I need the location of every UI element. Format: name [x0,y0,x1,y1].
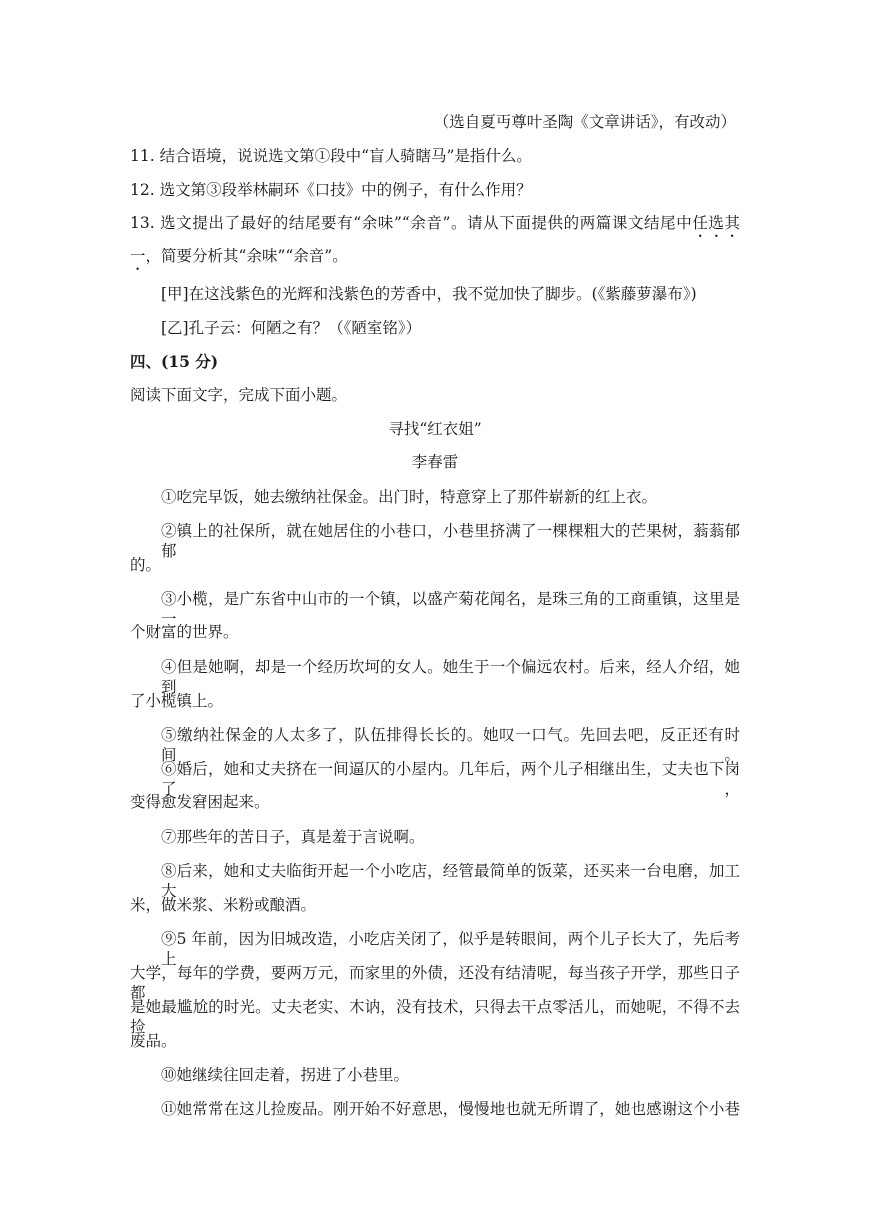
paragraph-6-line-1: ⑥婚后，她和丈夫挤在一间逼仄的小屋内。几年后，两个儿子相继出生，丈夫也下岗了， [161,760,740,798]
paragraph-9-line-4: 废品。 [130,1032,177,1050]
paragraph-9-line-1: ⑨5 年前，因为旧城改造，小吃店关闭了，似乎是转眼间，两个儿子长大了，先后考上 [161,930,740,968]
paragraph-4-line-2: 了小榄镇上。 [130,692,224,710]
paragraph-4-line-1: ④但是她啊，却是一个经历坎坷的女人。她生于一个偏远农村。后来，经人介绍，她到 [161,658,740,696]
paragraph-11: ⑪她常常在这儿捡废品。刚开始不好意思，慢慢地也就无所谓了，她也感谢这个小巷 [161,1100,740,1118]
emphasis-dotted-text: 一 [130,247,146,265]
source-attribution: （选自夏丏尊叶圣陶《文章讲话》，有改动） [433,113,736,131]
question-13-line-2 [130,246,348,274]
article-author: 李春雷 [411,453,459,471]
paragraph-3-line-2: 个财富的世界。 [130,623,239,641]
reading-instruction: 阅读下面文字，完成下面小题。 [130,386,348,404]
paragraph-2-line-2: 的。 [130,556,162,574]
emphasis-dotted-text: 任选其 [692,214,740,232]
paragraph-2-line-1: ②镇上的社保所，就在她居住的小巷口，小巷里挤满了一棵棵粗大的芒果树，蓊蓊郁郁 [161,522,740,560]
option-jia: [甲]在这浅紫色的光辉和浅紫色的芳香中，我不觉加快了脚步。(《紫藤萝瀑布》) [161,285,697,303]
paragraph-8-line-1: ⑧后来，她和丈夫临街开起一个小吃店，经管最简单的饭菜，还买来一台电磨，加工大 [161,862,740,900]
question-13-line-1 [130,213,740,241]
question-13-text: 13. 选文提出了最好的结尾要有“余味”“余音”。请从下面提供的两篇课文结尾中 [130,214,693,232]
paragraph-6-line-2: 变得愈发窘困起来。 [130,793,270,811]
paragraph-8-line-2: 米，做米浆、米粉或酿酒。 [130,896,317,914]
paragraph-9-line-2: 大学，每年的学费，要两万元，而家里的外债，还没有结清呢，每当孩子开学，那些日子都 [130,964,740,1002]
paragraph-3-line-1: ③小榄，是广东省中山市的一个镇，以盛产菊花闻名，是珠三角的工商重镇，这里是一 [161,590,740,628]
question-11: 11. 结合语境，说说选文第①段中“盲人骑瞎马”是指什么。 [130,147,532,165]
option-yi: [乙]孔子云：何陋之有？（《陋室铭》） [161,319,422,337]
paragraph-5: ⑤缴纳社保金的人太多了，队伍排得长长的。她叹一口气。先回去吧，反正还有时间。 [161,726,740,764]
paragraph-7: ⑦那些年的苦日子，真是羞于言说啊。 [161,828,425,846]
paragraph-1: ①吃完早饭，她去缴纳社保金。出门时，特意穿上了那件崭新的红上衣。 [161,488,658,506]
question-12: 12. 选文第③段举林嗣环《口技》中的例子，有什么作用？ [130,181,532,199]
article-title: 寻找“红衣姐” [388,420,482,438]
question-13-text: ，简要分析其“余味”“余音”。 [145,247,348,265]
paragraph-10: ⑩她继续往回走着，拐进了小巷里。 [161,1066,410,1084]
paragraph-9-line-3: 是她最尴尬的时光。丈夫老实、木讷，没有技术，只得去干点零活儿，而她呢，不得不去捡 [130,998,740,1036]
section-heading: 四、(15 分) [130,352,219,371]
